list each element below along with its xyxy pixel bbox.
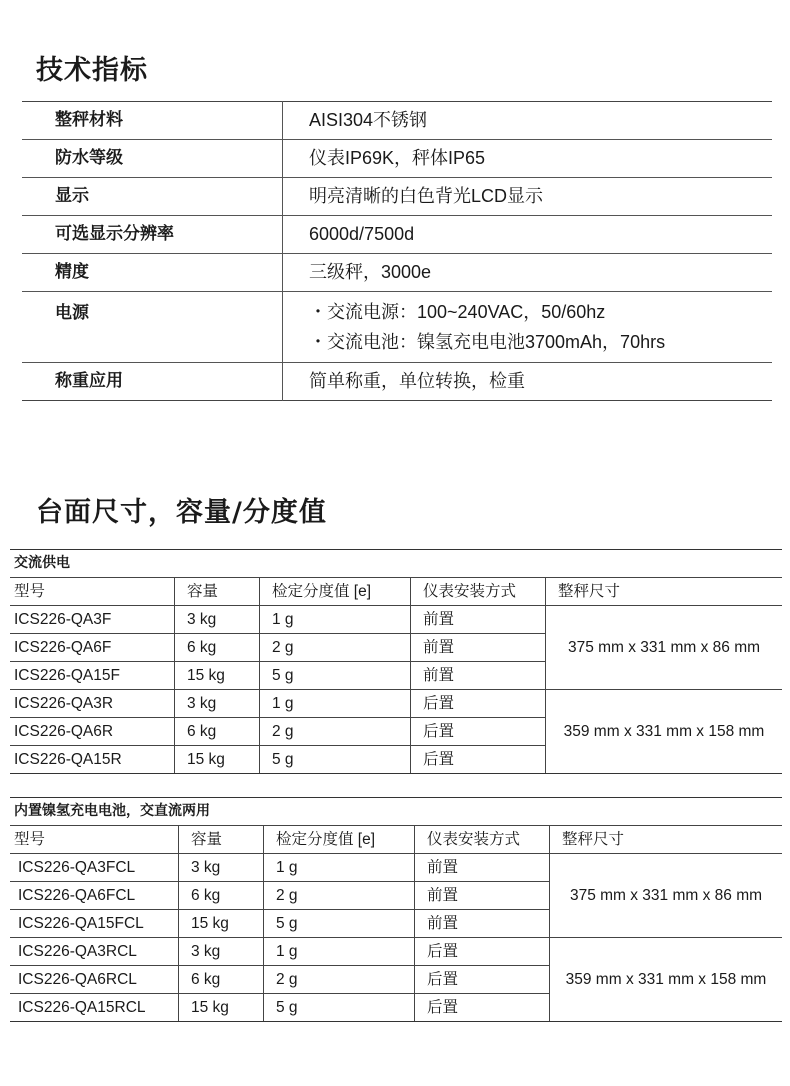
header-size: 整秤尺寸 [546,578,783,606]
header-row [10,826,782,854]
spec-key: 精度 [22,254,283,292]
spec-key: 电源 [22,292,283,363]
capacity-cell: 3 kg [175,606,260,634]
model-cell: ICS226-QA6F [10,634,175,662]
header-capacity: 容量 [179,826,264,854]
mount-cell: 前置 [411,634,546,662]
mount-cell: 后置 [411,718,546,746]
mount-cell: 后置 [415,966,550,994]
table-row [10,690,782,718]
mount-cell: 前置 [415,854,550,882]
spec-key: 可选显示分辨率 [22,216,283,254]
table-caption-row [10,550,782,578]
mount-cell: 前置 [415,882,550,910]
capacity-cell: 15 kg [175,662,260,690]
spec-row [22,140,772,178]
table-row [10,854,782,882]
spec-key: 整秤材料 [22,102,283,140]
header-size: 整秤尺寸 [550,826,783,854]
spec-value: 明亮清晰的白色背光LCD显示 [283,178,773,216]
size-cell: 359 mm x 331 mm x 158 mm [546,690,783,774]
size-cell: 375 mm x 331 mm x 86 mm [546,606,783,690]
model-cell: ICS226-QA3FCL [10,854,179,882]
battery-power-table [10,797,782,1022]
header-row [10,578,782,606]
header-division: 检定分度值 [e] [264,826,415,854]
table-caption: 内置镍氢充电电池，交直流两用 [10,798,782,826]
division-cell: 1 g [264,938,415,966]
division-cell: 1 g [264,854,415,882]
table-row [10,606,782,634]
power-line-ac: ・交流电源：100~240VAC，50/60hz [309,302,606,322]
spec-row [22,216,772,254]
spec-value: 仪表IP69K，秤体IP65 [283,140,773,178]
mount-cell: 后置 [415,938,550,966]
capacity-cell: 15 kg [179,910,264,938]
division-cell: 2 g [260,718,411,746]
header-mount: 仪表安装方式 [415,826,550,854]
capacity-cell: 6 kg [175,718,260,746]
header-mount: 仪表安装方式 [411,578,546,606]
table-row [10,938,782,966]
table-caption: 交流供电 [10,550,782,578]
spec-key: 称重应用 [22,363,283,401]
ac-power-table [10,549,782,774]
model-cell: ICS226-QA6RCL [10,966,179,994]
dimensions-title: 台面尺寸，容量/分度值 [36,497,327,528]
division-cell: 5 g [264,994,415,1022]
division-cell: 2 g [264,882,415,910]
model-cell: ICS226-QA3RCL [10,938,179,966]
mount-cell: 前置 [411,662,546,690]
header-model: 型号 [10,826,179,854]
tech-specs-title: 技术指标 [36,55,148,86]
model-cell: ICS226-QA15R [10,746,175,774]
size-cell: 375 mm x 331 mm x 86 mm [550,854,783,938]
model-cell: ICS226-QA15F [10,662,175,690]
division-cell: 2 g [264,966,415,994]
capacity-cell: 3 kg [175,690,260,718]
division-cell: 5 g [260,662,411,690]
power-line-battery: ・交流电池：镍氢充电电池3700mAh，70hrs [309,332,666,352]
spec-value: 6000d/7500d [283,216,773,254]
model-cell: ICS226-QA6FCL [10,882,179,910]
model-cell: ICS226-QA3F [10,606,175,634]
model-cell: ICS226-QA6R [10,718,175,746]
spec-key: 显示 [22,178,283,216]
spec-row [22,254,772,292]
spec-row [22,178,772,216]
spec-row [22,102,772,140]
tech-specs-table [22,101,772,401]
spec-value-multi [283,292,773,363]
capacity-cell: 6 kg [179,966,264,994]
size-cell: 359 mm x 331 mm x 158 mm [550,938,783,1022]
header-capacity: 容量 [175,578,260,606]
mount-cell: 前置 [415,910,550,938]
division-cell: 1 g [260,606,411,634]
spec-row [22,363,772,401]
spec-key: 防水等级 [22,140,283,178]
division-cell: 5 g [264,910,415,938]
division-cell: 2 g [260,634,411,662]
division-cell: 5 g [260,746,411,774]
model-cell: ICS226-QA3R [10,690,175,718]
capacity-cell: 3 kg [179,938,264,966]
capacity-cell: 6 kg [175,634,260,662]
spec-value: AISI304不锈钢 [283,102,773,140]
capacity-cell: 3 kg [179,854,264,882]
capacity-cell: 6 kg [179,882,264,910]
table-caption-row [10,798,782,826]
mount-cell: 后置 [411,746,546,774]
header-division: 检定分度值 [e] [260,578,411,606]
division-cell: 1 g [260,690,411,718]
mount-cell: 后置 [415,994,550,1022]
spec-row [22,292,772,363]
model-cell: ICS226-QA15FCL [10,910,179,938]
model-cell: ICS226-QA15RCL [10,994,179,1022]
header-model: 型号 [10,578,175,606]
mount-cell: 后置 [411,690,546,718]
capacity-cell: 15 kg [175,746,260,774]
capacity-cell: 15 kg [179,994,264,1022]
spec-value: 简单称重，单位转换，检重 [309,371,525,391]
spec-value: 三级秤，3000e [283,254,773,292]
mount-cell: 前置 [411,606,546,634]
